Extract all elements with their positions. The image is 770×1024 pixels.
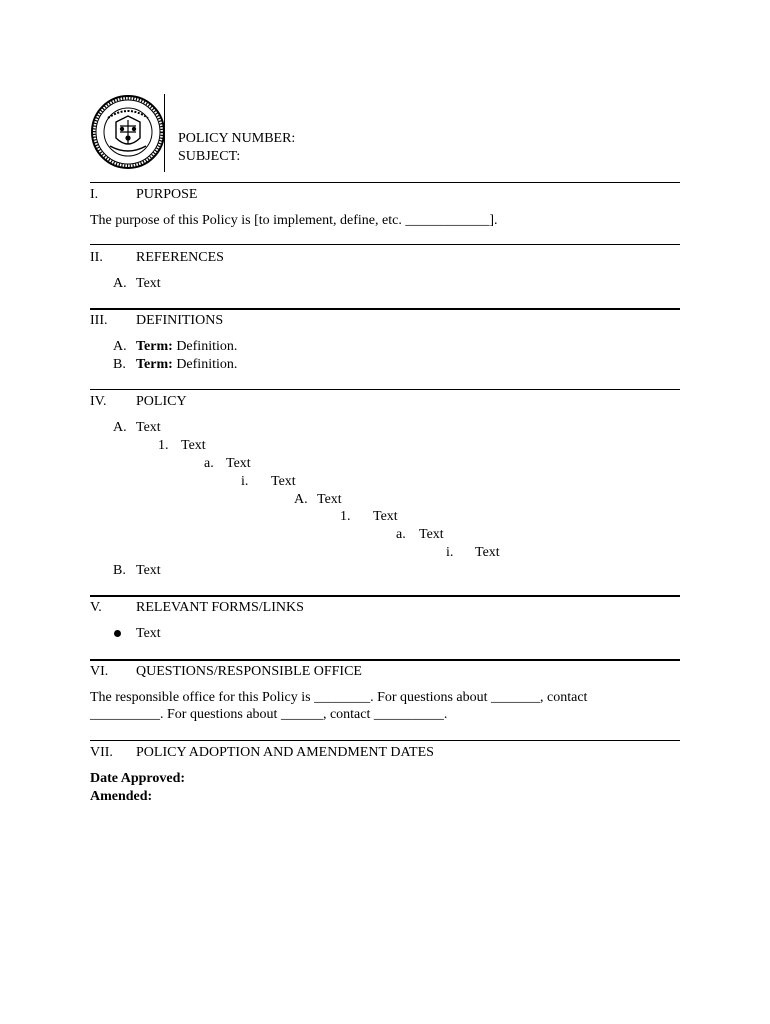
definition-text: Definition. xyxy=(176,357,238,372)
definition-text: Definition. xyxy=(176,339,238,354)
header-divider xyxy=(164,94,165,172)
section-title-definitions: DEFINITIONS xyxy=(136,313,224,328)
section-numeral: VII. xyxy=(90,745,113,760)
list-marker: B. xyxy=(113,563,126,578)
section-divider xyxy=(90,595,680,597)
list-marker: A. xyxy=(113,420,127,435)
list-item: Text xyxy=(317,492,342,507)
section-numeral: V. xyxy=(90,600,102,615)
section-divider xyxy=(90,389,680,390)
purpose-body: The purpose of this Policy is [to implement, define, etc. ____________]. xyxy=(90,213,498,228)
list-marker: 1. xyxy=(158,438,169,453)
list-item: Text xyxy=(226,456,251,471)
definition-item xyxy=(136,338,237,356)
section-title-relevant-forms: RELEVANT FORMS/LINKS xyxy=(136,600,304,615)
section-title-policy: POLICY xyxy=(136,394,187,409)
list-marker: i. xyxy=(446,545,454,560)
section-divider xyxy=(90,182,680,183)
list-item: Text xyxy=(419,527,444,542)
responsible-office-line: __________. For questions about ______, contact __________. xyxy=(90,707,448,722)
list-item: Text xyxy=(136,563,161,578)
section-title-purpose: PURPOSE xyxy=(136,187,198,202)
section-title-references: REFERENCES xyxy=(136,250,224,265)
amended-label: Amended: xyxy=(90,789,153,804)
policy-number-label: POLICY NUMBER: xyxy=(178,131,296,146)
section-numeral: VI. xyxy=(90,664,109,679)
section-numeral: II. xyxy=(90,250,103,265)
list-marker: a. xyxy=(204,456,214,471)
definition-term: Term: xyxy=(136,357,173,372)
list-item: Text xyxy=(271,474,296,489)
list-item: Text xyxy=(181,438,206,453)
list-marker: A. xyxy=(113,276,127,291)
section-divider xyxy=(90,308,680,310)
date-approved-label: Date Approved: xyxy=(90,771,186,786)
list-marker: 1. xyxy=(340,509,351,524)
section-divider xyxy=(90,244,680,245)
list-item: Text xyxy=(475,545,500,560)
section-divider xyxy=(90,740,680,741)
list-marker: B. xyxy=(113,357,126,372)
list-marker: A. xyxy=(294,492,308,507)
section-numeral: I. xyxy=(90,187,99,202)
list-marker: a. xyxy=(396,527,406,542)
bullet-icon xyxy=(114,630,121,637)
subject-label: SUBJECT: xyxy=(178,149,241,164)
responsible-office-line: The responsible office for this Policy is ________. For questions about _______, contact xyxy=(90,690,588,705)
section-numeral: III. xyxy=(90,313,108,328)
section-title-adoption-dates: POLICY ADOPTION AND AMENDMENT DATES xyxy=(136,745,434,760)
university-seal-icon xyxy=(90,94,166,170)
list-marker: i. xyxy=(241,474,249,489)
section-numeral: IV. xyxy=(90,394,107,409)
definition-item xyxy=(136,356,237,374)
list-item: Text xyxy=(373,509,398,524)
section-divider xyxy=(90,659,680,661)
definition-term: Term: xyxy=(136,339,173,354)
list-item: Text xyxy=(136,276,161,291)
section-title-questions: QUESTIONS/RESPONSIBLE OFFICE xyxy=(136,664,362,679)
list-item: Text xyxy=(136,626,161,641)
list-item: Text xyxy=(136,420,161,435)
list-marker: A. xyxy=(113,339,127,354)
